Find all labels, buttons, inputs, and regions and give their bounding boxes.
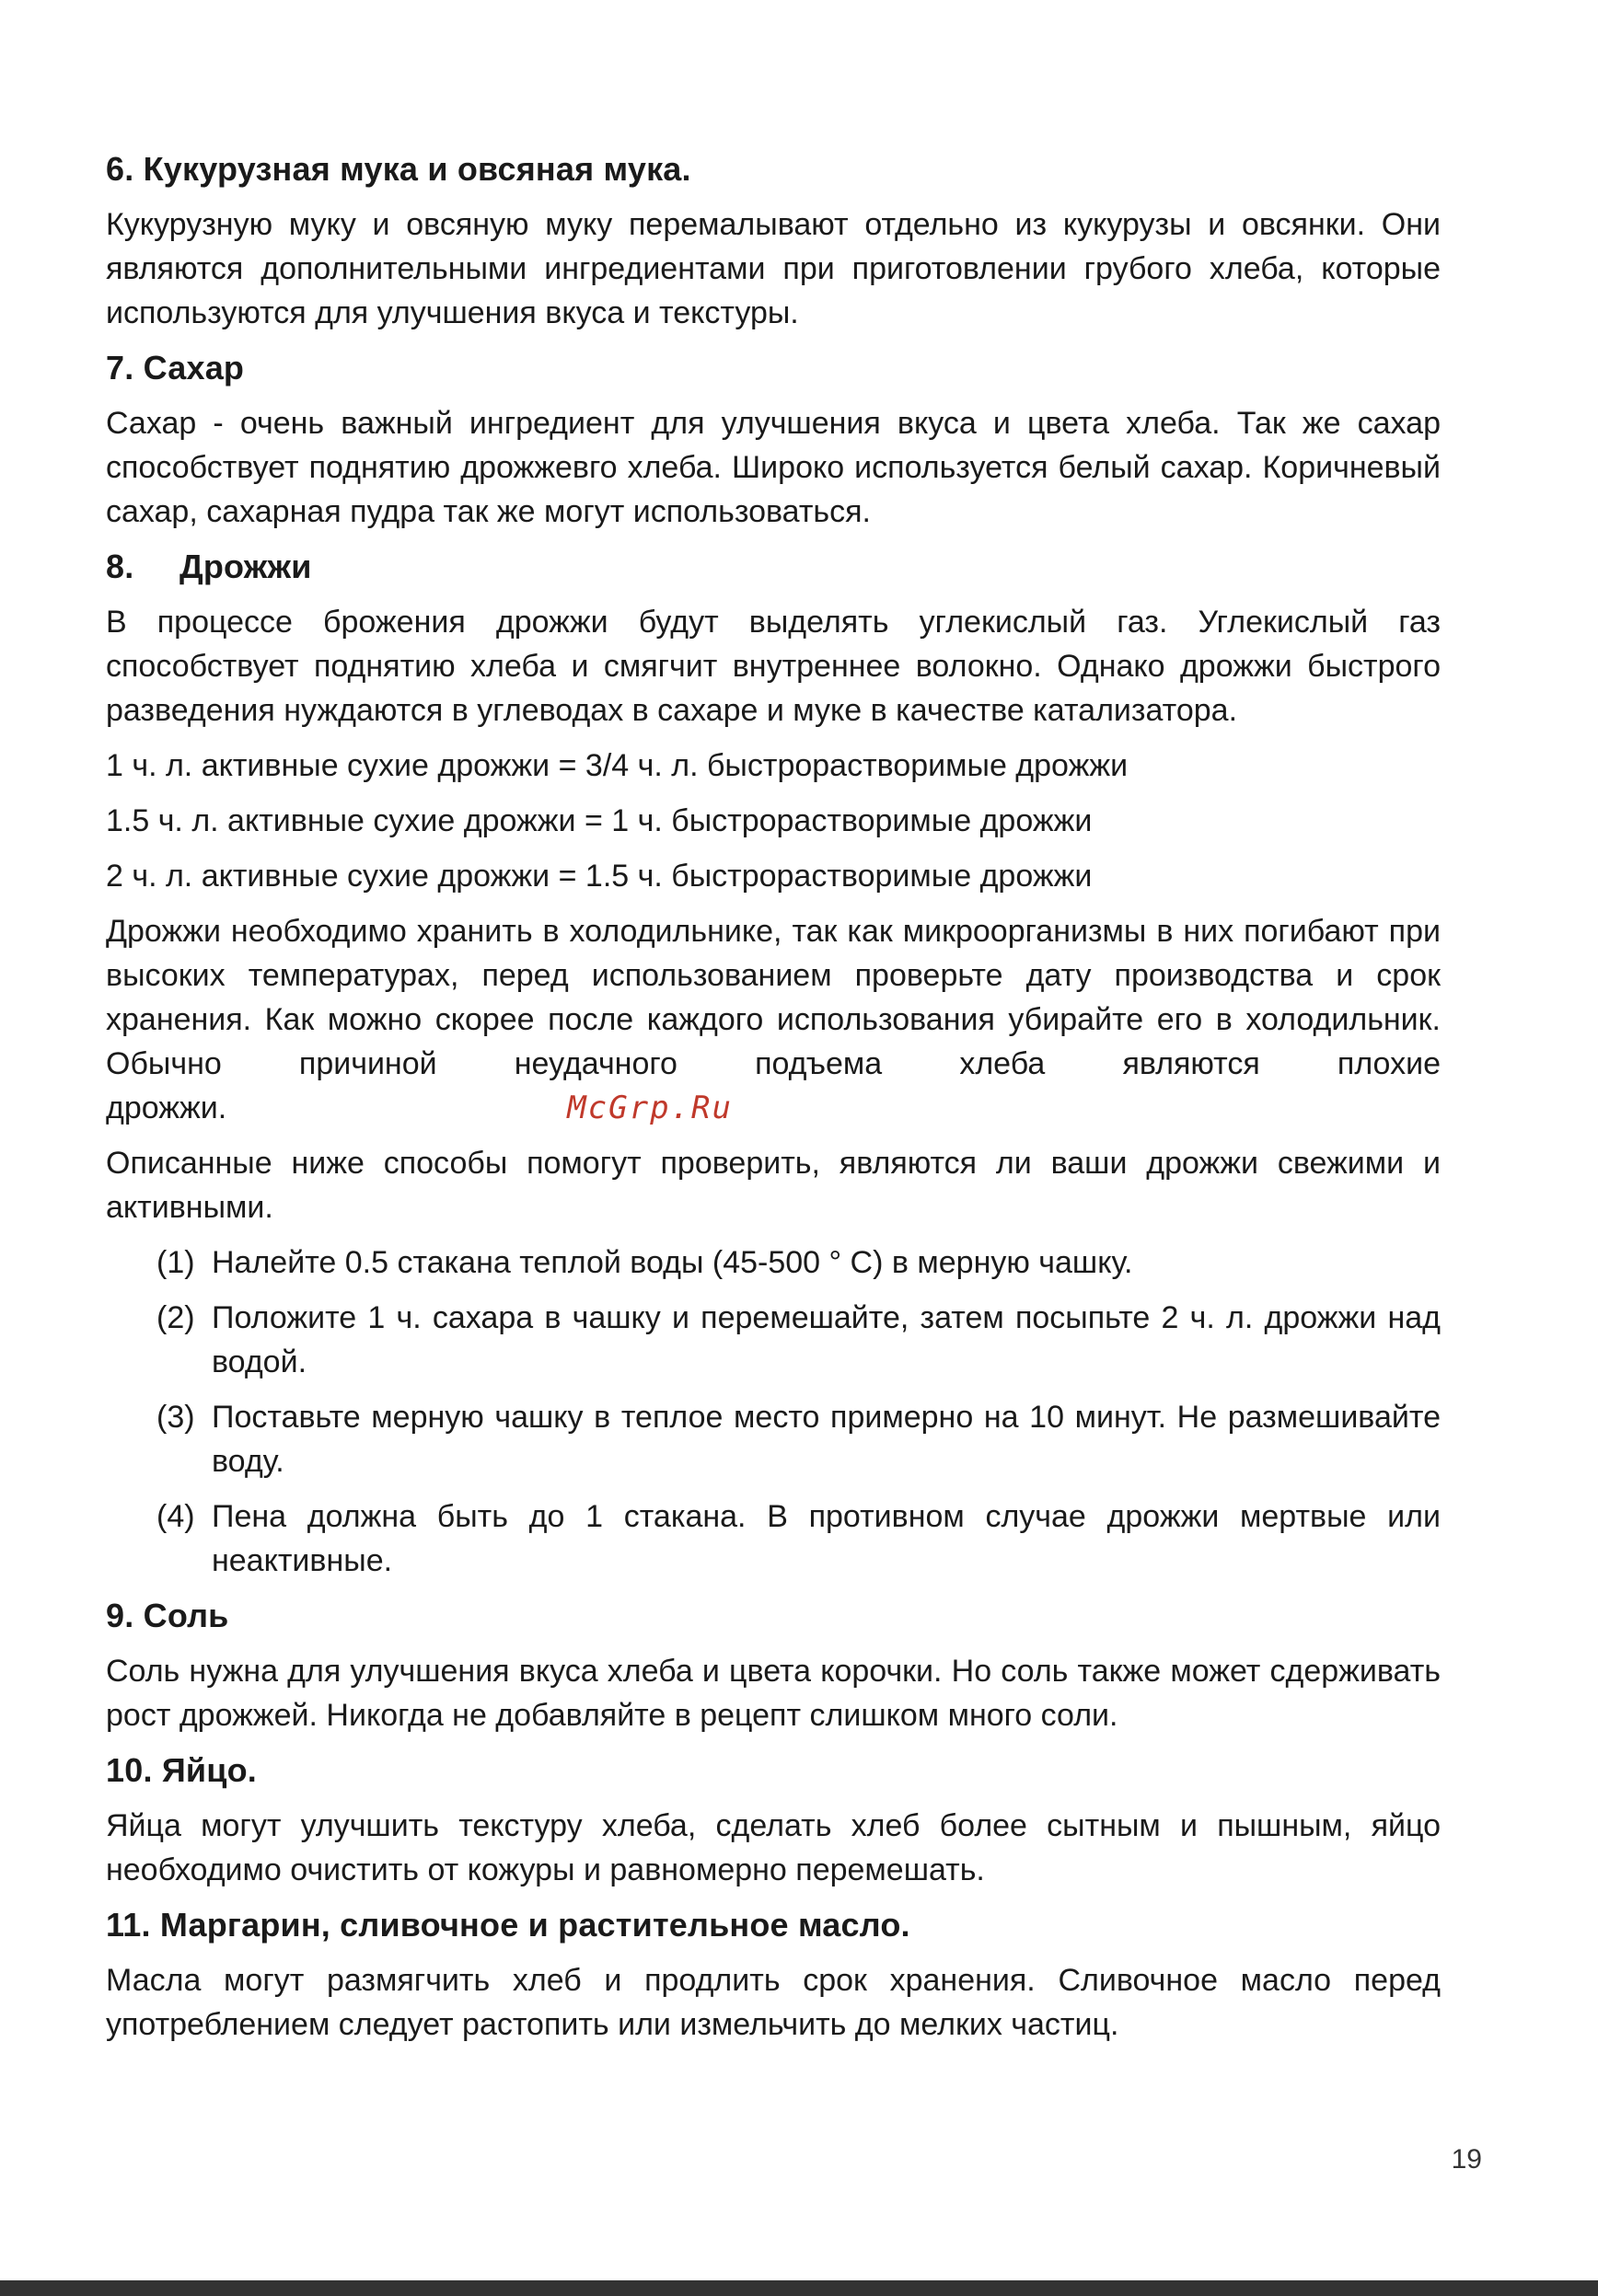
page-content (106, 147, 1441, 2058)
list-item-text: Налейте 0.5 стакана теплой воды (45-500 ° С) в мерную чашку. (212, 1245, 1133, 1280)
list-marker: (2) (156, 1300, 195, 1335)
page-number: 19 (1451, 2144, 1482, 2175)
list-marker: (1) (156, 1245, 195, 1280)
section-heading-sugar: 7. Сахар (106, 349, 245, 387)
section-title-text: Дрожжи (179, 548, 312, 585)
paragraph-yeast-check-intro: Описанные ниже способы помогут проверить, являются ли ваши дрожжи свежими и активными. (106, 1146, 1441, 1225)
paragraph-butter-oil: Масла могут размягчить хлеб и продлить срок хранения. Сливочное масло перед употреблением следует растопить или измельчить до мелких частиц. (106, 1963, 1441, 2042)
paragraph-sugar: Сахар - очень важный ингредиент для улучшения вкуса и цвета хлеба. Так же сахар способствует поднятию дрожжевго хлеба. Широко используется белый сахар. Коричневый сахар, сахарная пудра так же могут использоваться. (106, 406, 1441, 529)
list-item (106, 1296, 1441, 1384)
bottom-edge-bar (0, 2280, 1598, 2296)
paragraph-salt: Соль нужна для улучшения вкуса хлеба и цвета корочки. Но соль также может сдерживать рост дрожжей. Никогда не добавляйте в рецепт слишком много соли. (106, 1654, 1441, 1733)
paragraph-egg: Яйца могут улучшить текстуру хлеба, сделать хлеб более сытным и пышным, яйцо необходимо очистить от кожуры и равномерно перемешать. (106, 1808, 1441, 1887)
paragraph-yeast-storage (106, 909, 1441, 1130)
list-item-text: Пена должна быть до 1 стакана. В противном случае дрожжи мертвые или неактивные. (212, 1499, 1441, 1578)
section-number: 8. (106, 548, 134, 585)
list-item (106, 1395, 1441, 1483)
list-marker: (3) (156, 1400, 195, 1435)
list-item-text: Поставьте мерную чашку в теплое место примерно на 10 минут. Не размешивайте воду. (212, 1400, 1441, 1479)
list-item (106, 1494, 1441, 1583)
watermark-text: McGrp.Ru (567, 1090, 733, 1126)
paragraph-yeast-fermentation: В процессе брожения дрожжи будут выделять углекислый газ. Углекислый газ способствует поднятию хлеба и смягчит внутреннее волокно. Однако дрожжи быстрого разведения нуждаются в углеводах в сахаре и муке в качестве катализатора. (106, 605, 1441, 728)
list-marker: (4) (156, 1499, 195, 1534)
yeast-check-steps (106, 1240, 1441, 1583)
section-heading-egg: 10. Яйцо. (106, 1751, 257, 1789)
yeast-ratio-line: 2 ч. л. активные сухие дрожжи = 1.5 ч. быстрорастворимые дрожжи (106, 859, 1093, 894)
yeast-ratio-line: 1 ч. л. активные сухие дрожжи = 3/4 ч. л. быстрорастворимые дрожжи (106, 748, 1129, 783)
yeast-storage-text: Дрожжи необходимо хранить в холодильнике, так как микроорганизмы в них погибают при высоких температурах, перед использованием проверьте дату производства и срок хранения. Как можно скорее после каждого использования убирайте его в холодильник. Обычно причиной неудачного подъема хлеба являются плохие дрожжи. (106, 914, 1441, 1125)
yeast-ratio-line: 1.5 ч. л. активные сухие дрожжи = 1 ч. быстрорастворимые дрожжи (106, 803, 1093, 838)
section-heading-salt: 9. Соль (106, 1597, 229, 1634)
section-heading-corn-oat-flour: 6. Кукурузная мука и овсяная мука. (106, 150, 691, 188)
list-item (106, 1240, 1441, 1285)
list-item-text: Положите 1 ч. сахара в чашку и перемешайте, затем посыпьте 2 ч. л. дрожжи над водой. (212, 1300, 1441, 1379)
section-heading-butter-oil: 11. Маргарин, сливочное и растительное масло. (106, 1906, 910, 1944)
section-heading-yeast (106, 545, 1441, 589)
paragraph-corn-oat-flour: Кукурузную муку и овсяную муку перемалывают отдельно из кукурузы и овсянки. Они являются дополнительными ингредиентами при приготовлении грубого хлеба, которые используются для улучшения вкуса и текстуры. (106, 207, 1441, 330)
